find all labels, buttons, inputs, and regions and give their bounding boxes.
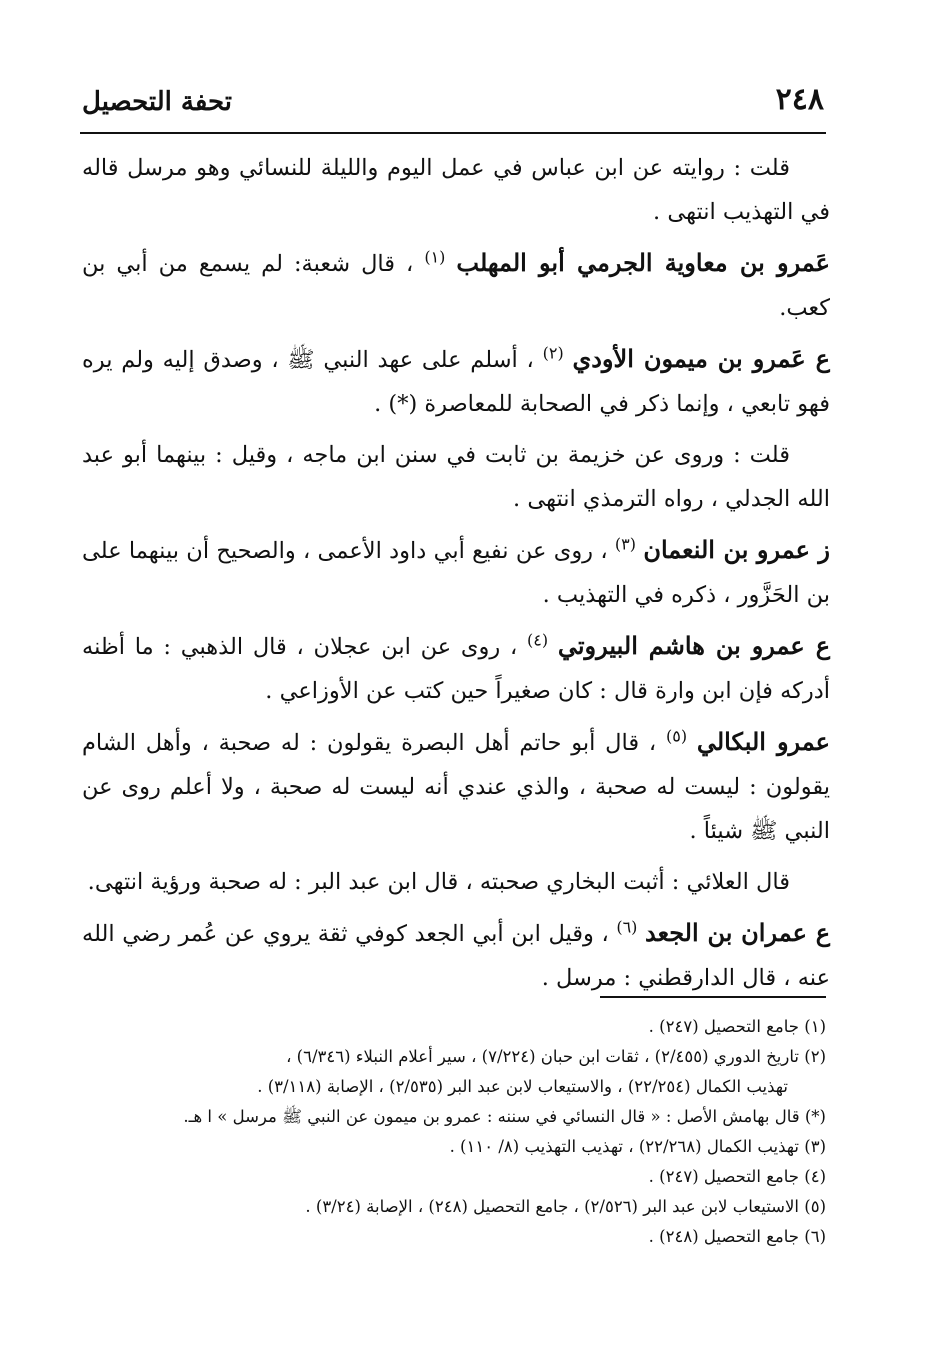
paragraph [82,146,830,234]
entry-paragraph [82,241,830,330]
paragraph-text: قلت : وروى عن خزيمة بن ثابت في سنن ابن ماجه ، وقيل : بينهما أبو عبد الله الجدلي ، رواه الترمذي انتهى . [82,442,830,512]
entry-text: ، قال شعبة: لم يسمع من أبي بن كعب. [82,251,830,321]
entry-paragraph [82,911,830,1000]
page-number: ٢٤٨ [775,82,824,117]
footnote: (*) قال بهامش الأصل : « قال النسائي في سننه : عمرو بن ميمون عن النبي ﷺ مرسل » ا هـ. [183,1107,826,1126]
footnote: (٥) الاستيعاب لابن عبد البر (٢/٥٢٦) ، جامع التحصيل (٢٤٨) ، الإصابة (٣/٢٤) . [305,1197,826,1216]
entry-text: ، قال أبو حاتم أهل البصرة يقولون : له صحبة ، وأهل الشام يقولون : ليست له صحبة ، والذي عندي أنه ليست له صحبة ، ولا أعلم روى عن النبي ﷺ شيئاً . [82,730,830,844]
footnote-ref: (١) [424,247,446,267]
paragraph [82,433,830,521]
entry-paragraph [82,720,830,853]
footnotes [82,1012,826,1252]
entry-text: ، روى عن ابن عجلان ، قال الذهبي : ما أظنه أدركه فإن ابن وارة قال : كان صغيراً حين كتب عن الأوزاعي . [82,634,830,704]
entry-text: ، روى عن نفيع أبي داود الأعمى ، والصحيح أن بينهما على بن الحَزَّور ، ذكره في التهذيب . [82,538,830,608]
footnote-ref: (٦) [616,917,638,937]
main-text [82,146,830,1007]
footnote: (٦) جامع التحصيل (٢٤٨) . [648,1227,826,1246]
footnote-rule [600,996,826,998]
entry-text: ، وقيل ابن أبي الجعد كوفي ثقة يروي عن عُمر رضي الله عنه ، قال الدارقطني : مرسل . [82,921,830,991]
footnote-continuation: تهذيب الكمال (٢٢/٢٥٤) ، والاستيعاب لابن عبد البر (٢/٥٣٥) ، الإصابة (٣/١١٨) . [257,1077,788,1096]
entry-name: عمرو البكالي [696,727,830,756]
entry-name: ع عمرو بن هاشم البيروتي [557,631,831,660]
entry-text: ، أسلم على عهد النبي ﷺ ، وصدق إليه ولم يره فهو تابعي ، وإنما ذكر في الصحابة للمعاصرة (*) . [82,347,830,417]
footnote: (٣) تهذيب الكمال (٢٢/٢٦٨) ، تهذيب التهذيب (٨/ ١١٠) . [449,1137,826,1156]
paragraph-text: قلت : روايته عن ابن عباس في عمل اليوم والليلة للنسائي وهو مرسل قاله في التهذيب انتهى . [82,155,830,225]
entry-paragraph [82,337,830,426]
entry-name: ز عمرو بن النعمان [643,535,831,564]
entry-name: عَمرو بن معاوية الجرمي أبو المهلب [456,248,831,277]
footnote-ref: (٢) [542,343,564,363]
paragraph [82,860,830,904]
footnote-ref: (٤) [527,630,549,650]
header-rule [80,132,826,134]
footnote-ref: (٣) [614,534,637,554]
footnote: (٤) جامع التحصيل (٢٤٧) . [648,1167,826,1186]
footnote-ref: (٥) [665,726,688,746]
entry-name: ع عَمرو بن ميمون الأودي [572,344,830,373]
paragraph-text: قال العلائي : أثبت البخاري صحبته ، قال ابن عبد البر : له صحبة ورؤية انتهى. [87,869,790,895]
entry-name: ع عمران بن الجعد [645,918,831,947]
entry-paragraph [82,528,830,617]
entry-paragraph [82,624,830,713]
footnote: (١) جامع التحصيل (٢٤٧) . [648,1017,826,1036]
page-header [80,80,826,126]
footnote: (٢) تاريخ الدوري (٢/٤٥٥) ، ثقات ابن حبان (٧/٢٢٤) ، سير أعلام النبلاء (٦/٣٤٦) ، [286,1047,826,1066]
running-title: تحفة التحصيل [82,87,233,117]
